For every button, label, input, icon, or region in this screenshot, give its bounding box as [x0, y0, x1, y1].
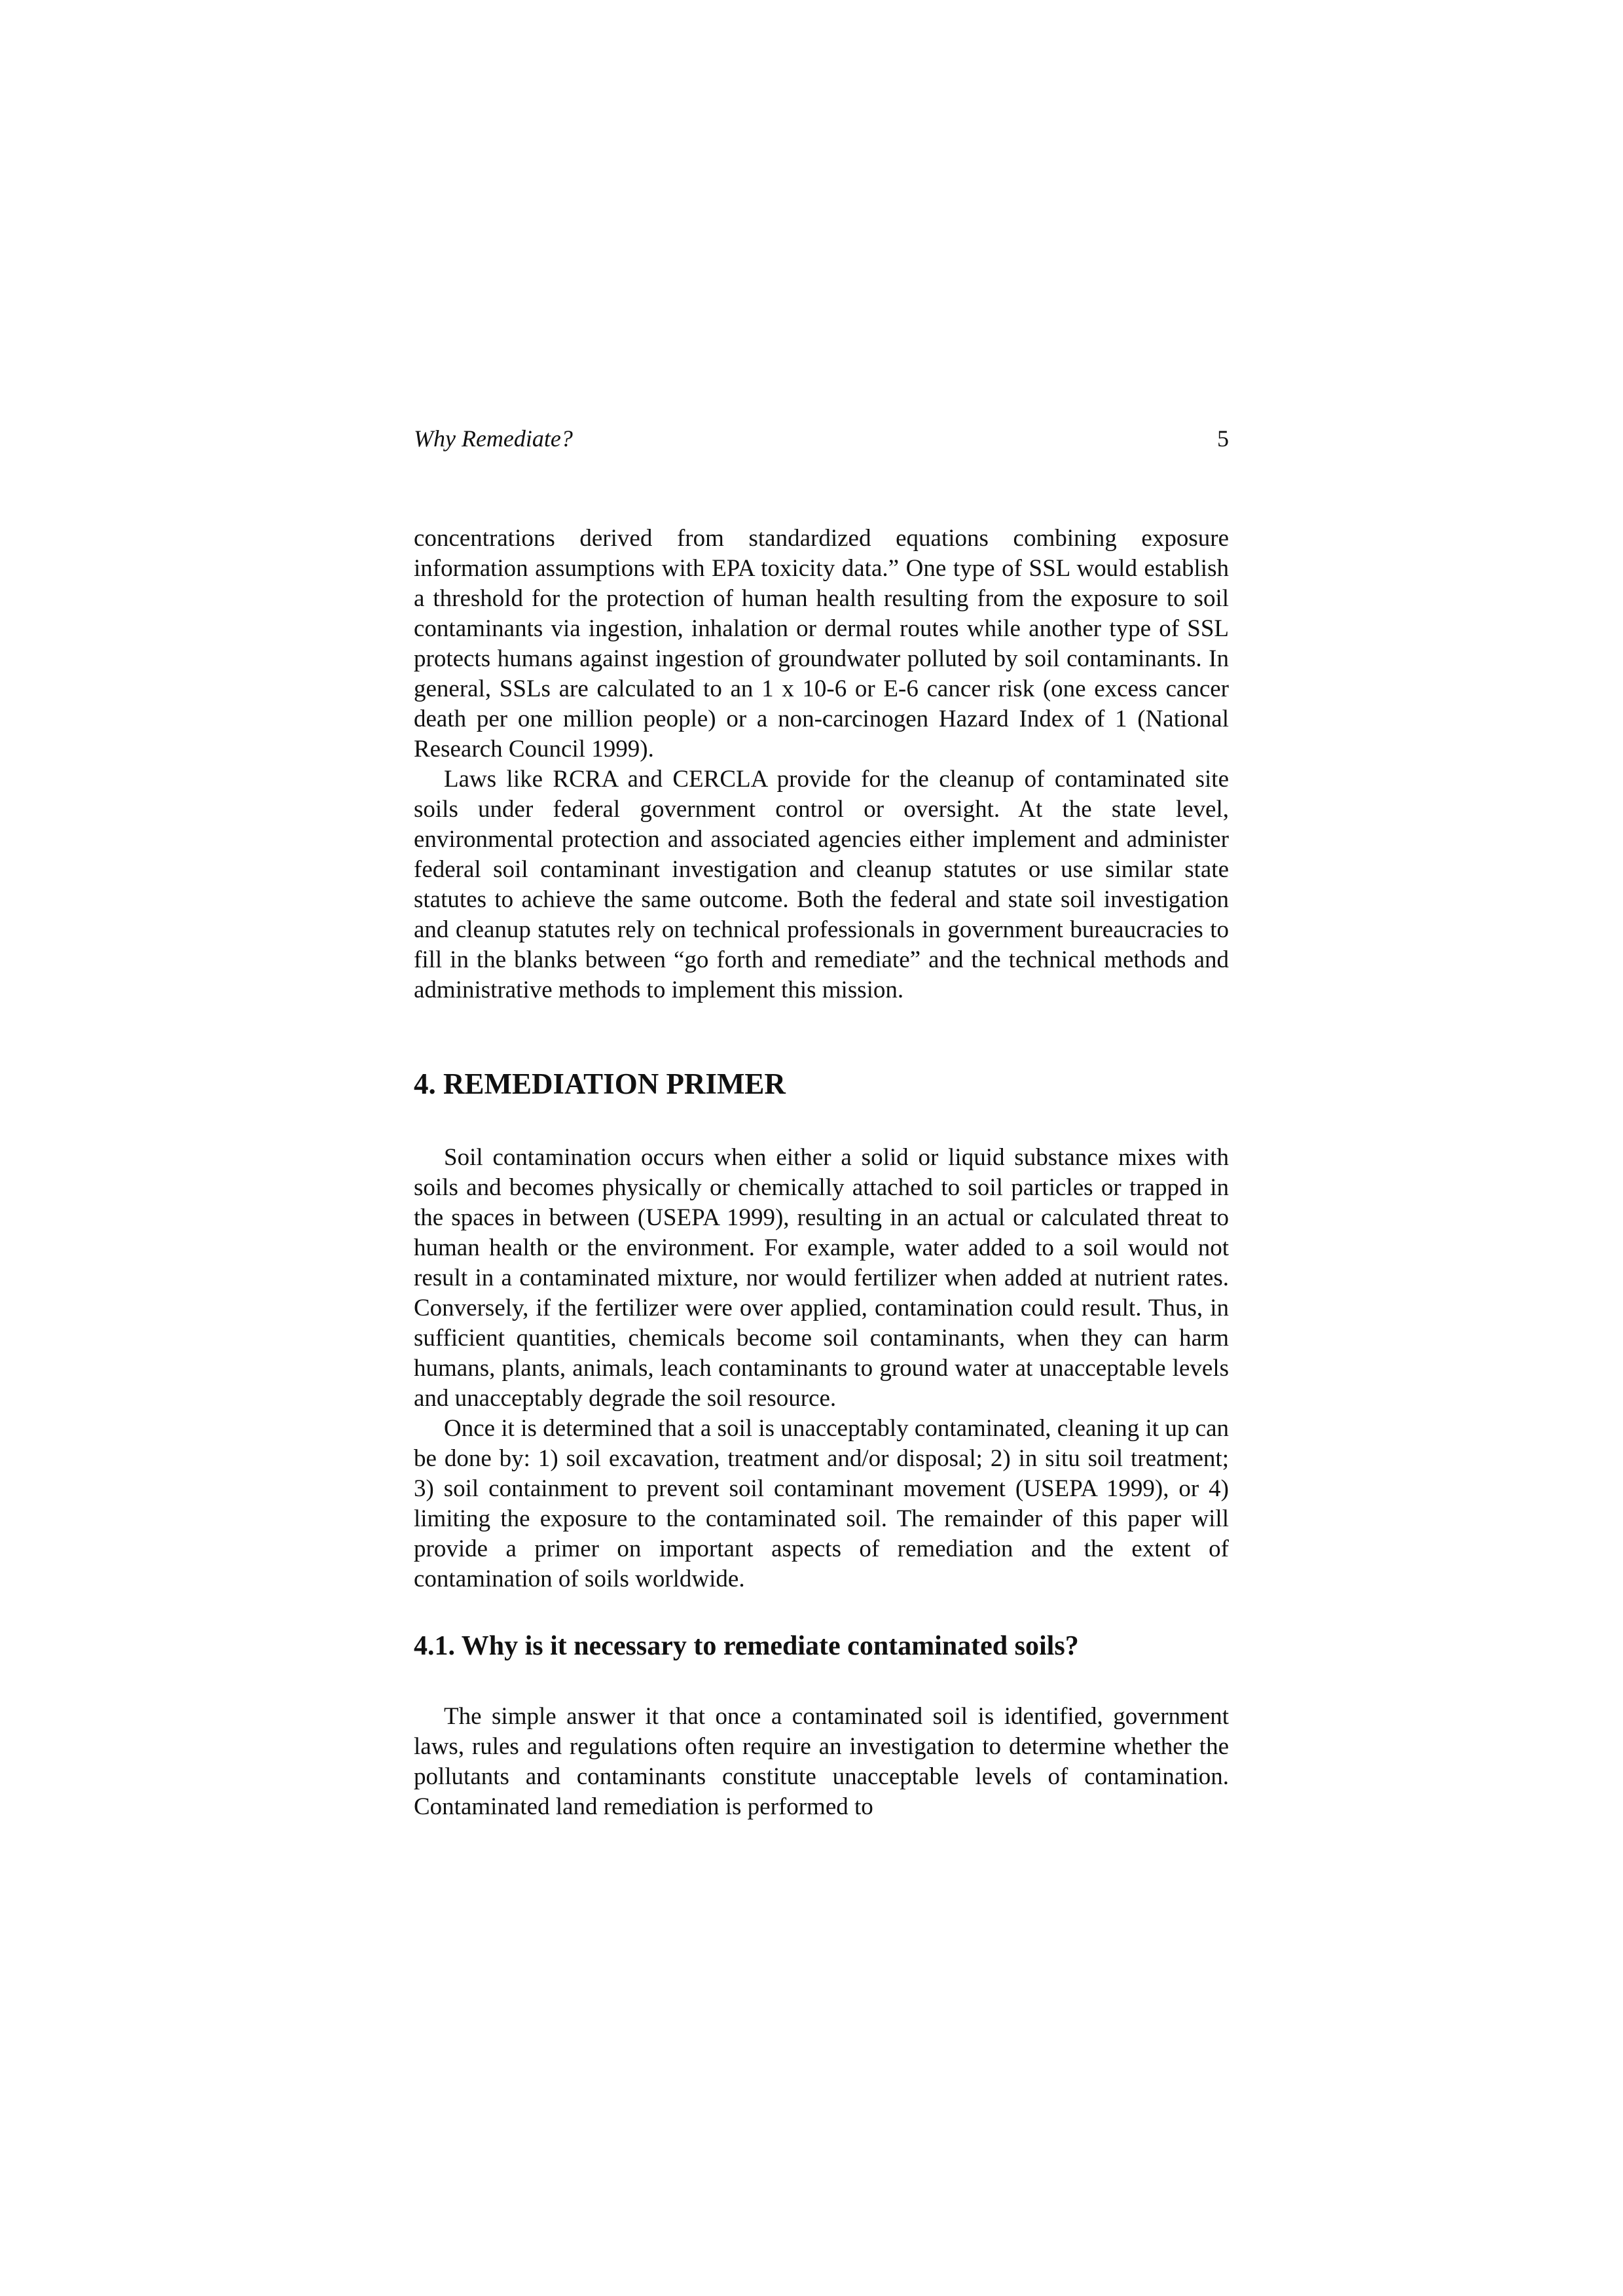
book-page [414, 419, 1229, 1822]
paragraph-simple-answer: The simple answer it that once a contaminated soil is identified, government laws, rules and regulations often require an investigation to determine whether the pollutants and contaminants constitute unacceptable levels of contamination. Contaminated land remediation is performed to [414, 1703, 1229, 1820]
subsection-heading-why-remediate: 4.1. Why is it necessary to remediate contaminated soils? [414, 1631, 1079, 1661]
paragraph-soil-contamination: Soil contamination occurs when either a solid or liquid substance mixes with soils and becomes physically or chemically attached to soil particles or trapped in the spaces in between (USEPA 1999), resulting in an actual or calculated threat to human health or the environment. For example, water added to a soil would not result in a contaminated mixture, nor would fertilizer when added at nutrient rates. Conversely, if the fertilizer were over applied, contamination could result. Thus, in sufficient quantities, chemicals become soil contaminants, when they can harm humans, plants, animals, leach contaminants to ground water at unacceptable levels and unacceptably degrade the soil resource. [414, 1144, 1229, 1412]
page-number: 5 [1217, 425, 1229, 452]
section-heading-remediation-primer: 4. REMEDIATION PRIMER [414, 1067, 786, 1100]
paragraph-cleanup-methods: Once it is determined that a soil is unacceptably contaminated, cleaning it up can be done by: 1) soil excavation, treatment and/or disposal; 2) in situ soil treatment; 3) soil containment to prevent soil contaminant movement (USEPA 1999), or 4) limiting the exposure to the contaminated soil. The remainder of this paper will provide a primer on important aspects of remediation and the extent of contamination of soils worldwide. [414, 1415, 1229, 1592]
paragraph-laws: Laws like RCRA and CERCLA provide for the cleanup of contaminated site soils under federal government control or oversight. At the state level, environmental protection and associated agencies either implement and administer federal soil contaminant investigation and cleanup statutes or use similar state statutes to achieve the same outcome. Both the federal and state soil investigation and cleanup statutes rely on technical professionals in government bureaucracies to fill in the blanks between “go forth and remediate” and the technical methods and administrative methods to implement this mission. [414, 766, 1229, 1003]
running-header [414, 419, 1229, 458]
paragraph-continued: concentrations derived from standardized equations combining exposure information assumptions with EPA toxicity data.” One type of SSL would establish a threshold for the protection of human health resulting from the exposure to soil contaminants via ingestion, inhalation or dermal routes while another type of SSL protects humans against ingestion of groundwater polluted by soil contaminants. In general, SSLs are calculated to an 1 x 10-6 or E-6 cancer risk (one excess cancer death per one million people) or a non-carcinogen Hazard Index of 1 (National Research Council 1999). [414, 525, 1229, 762]
body-text [414, 524, 1229, 1822]
running-title: Why Remediate? [414, 425, 573, 452]
